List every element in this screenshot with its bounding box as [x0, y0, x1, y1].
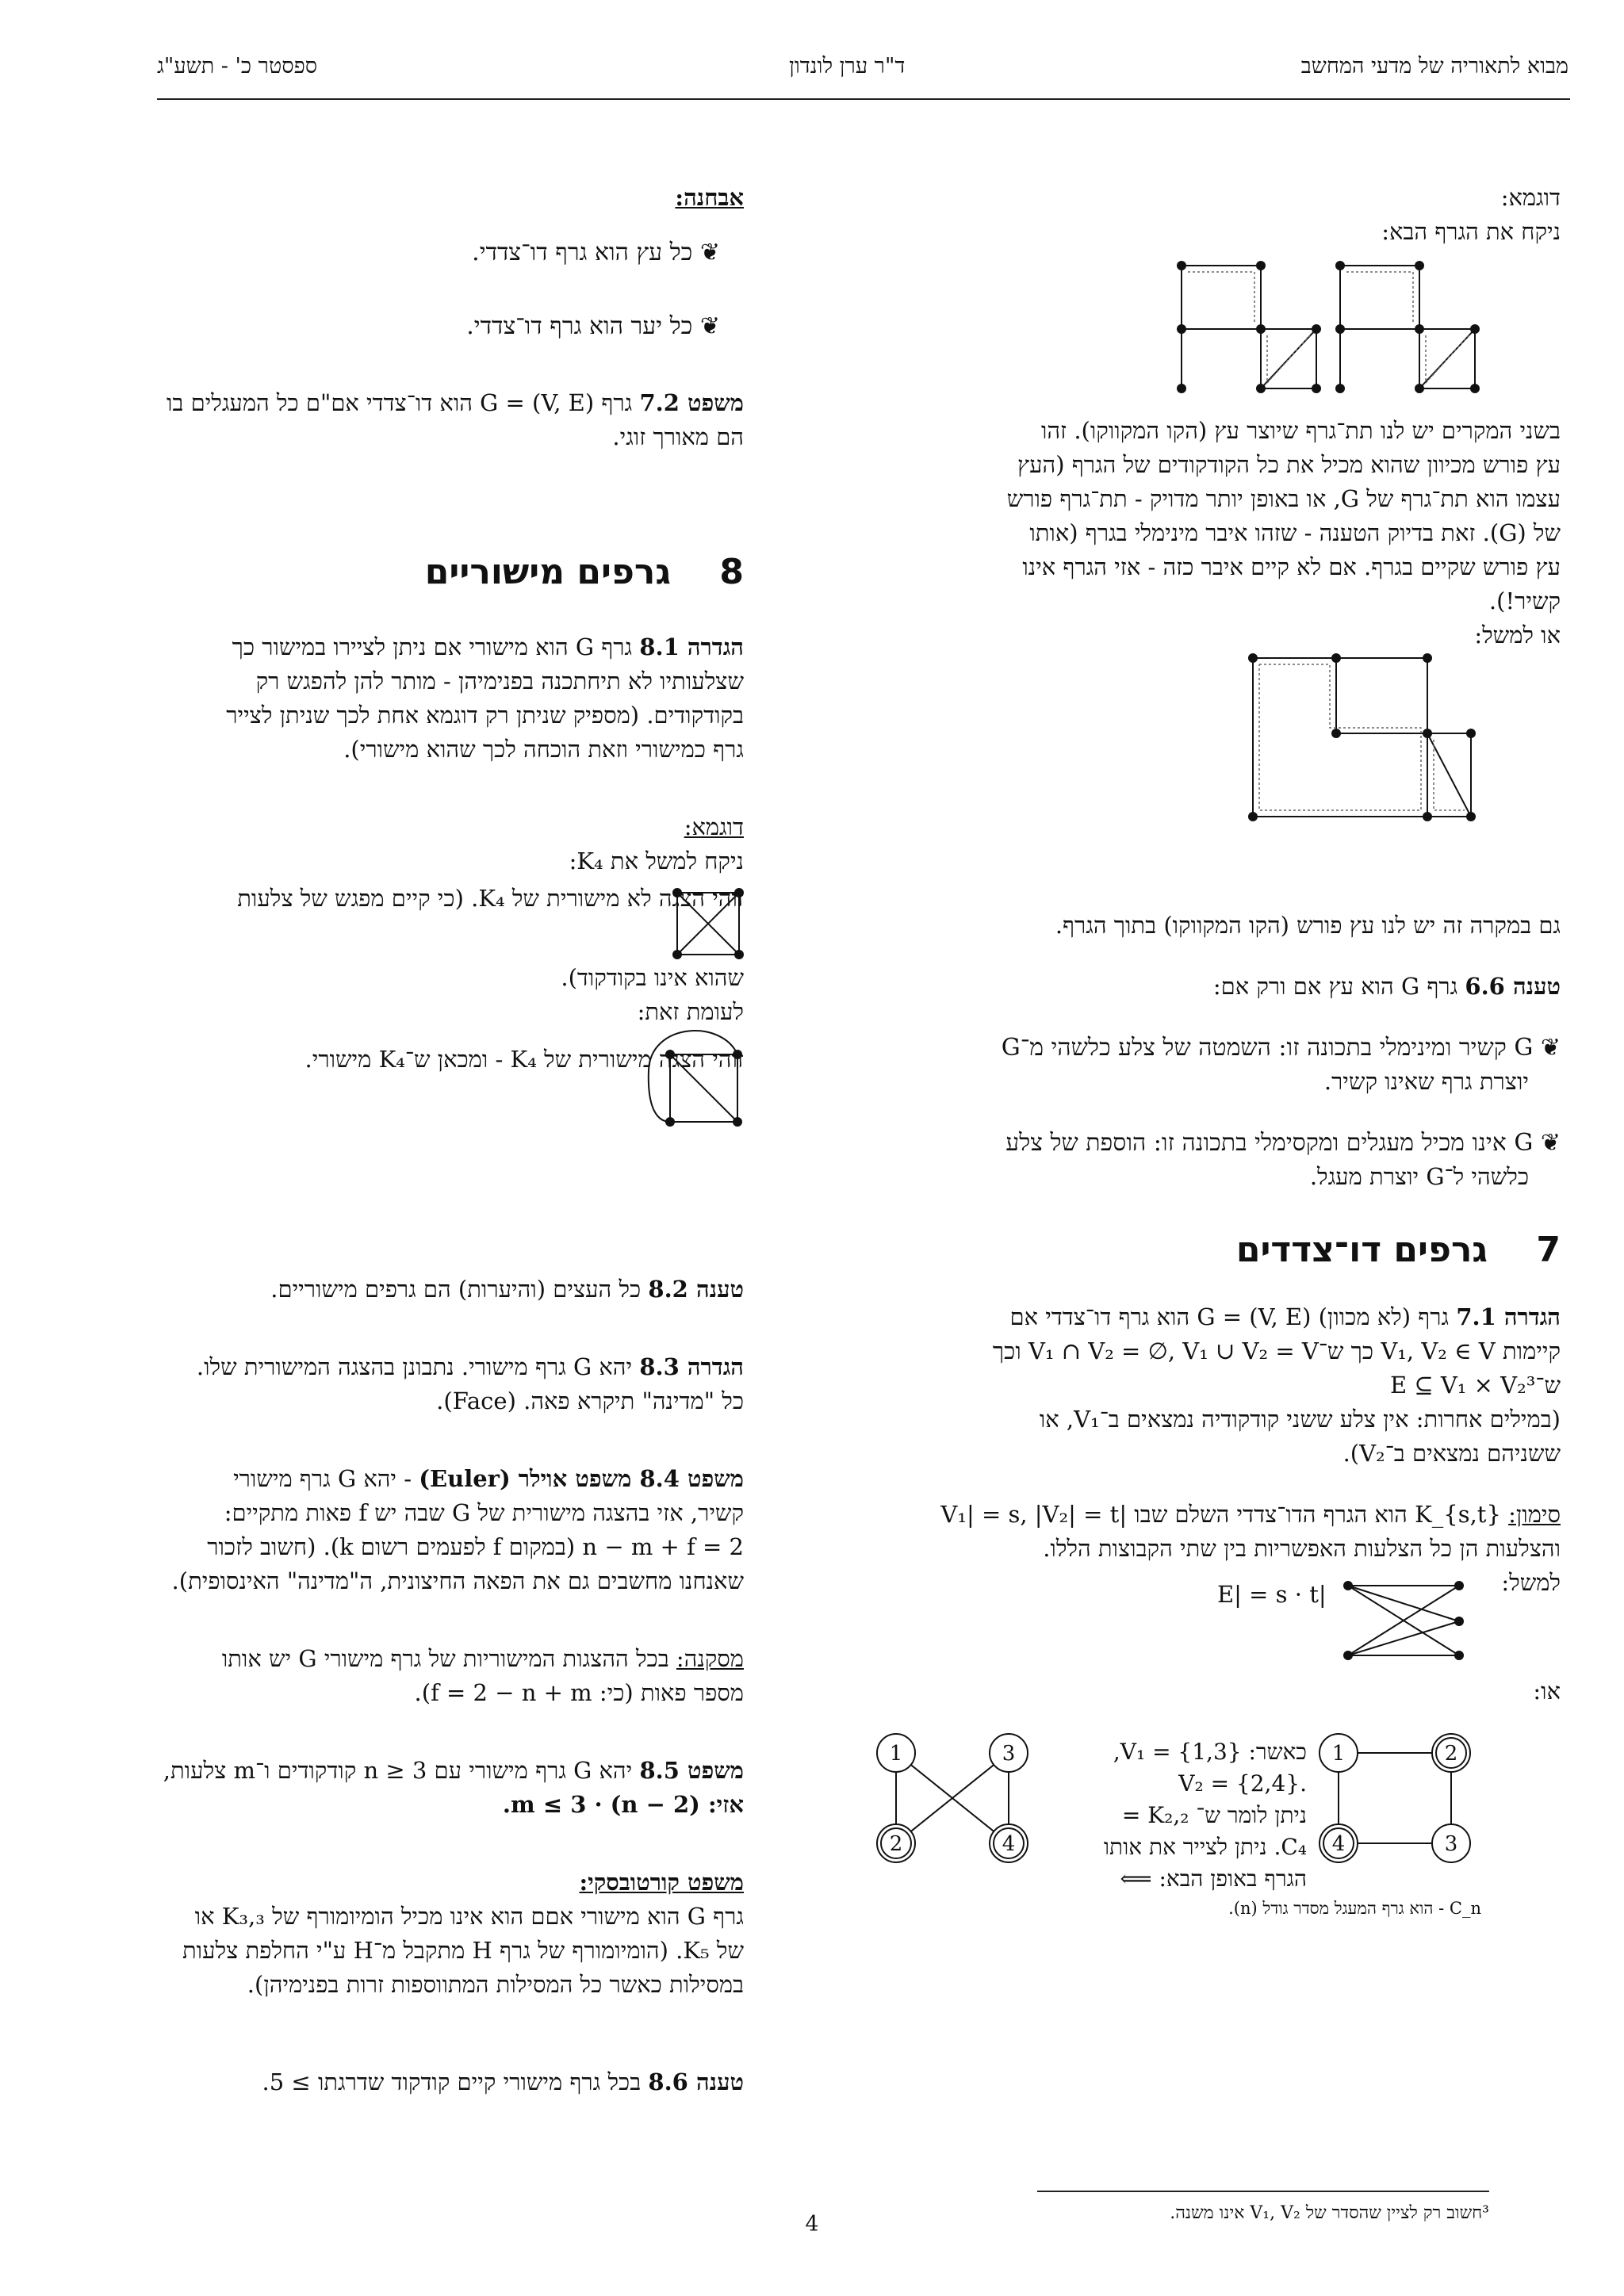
thm-text: הם מאורך זוגי. [612, 423, 744, 450]
observation-text: כל עץ הוא גרף דו־צדדי. [472, 239, 693, 266]
k22-text: הגרף באופן הבא: ⟸ [1120, 1866, 1307, 1892]
thm-text: קשיר, אזי בהצגה מישורית של G שבה יש f פאות מתקיים: [224, 1499, 744, 1526]
def-label: הגדרה 8.1 [639, 633, 744, 660]
k22-text: .V₂ = {2,4} [1178, 1770, 1307, 1797]
k22-crossed-graph [864, 1724, 1039, 1883]
bullet-text: כלשהי ל־G יוצרת מעגל. [1309, 1163, 1529, 1190]
complete-bipartite-example [1340, 1578, 1467, 1665]
def-text: גרף G הוא מישורי אם ניתן לציירו במישור כך [232, 633, 633, 660]
para-line: בשני המקרים יש לנו תת־גרף שיוצר עץ (הקו המקווקו). זהו [1040, 417, 1561, 444]
claim-text: בכל גרף מישורי קיים קודקוד שדרגתו ≥ 5. [262, 2068, 642, 2095]
claim-6-6-block [823, 909, 1561, 1194]
example-title: דוגמא: [684, 813, 744, 840]
lecturer-name: ד"ר ערן לונדון [789, 54, 906, 78]
right-column [863, 181, 1561, 249]
page-header [0, 0, 1624, 111]
node-label: 4 [1002, 1832, 1016, 1856]
node-label: 2 [889, 1832, 903, 1856]
thm-label: משפט 8.4 משפט אוילר (Euler) [419, 1465, 744, 1492]
example-title: דוגמא: [1500, 184, 1561, 211]
definition-7-1 [823, 1300, 1561, 1600]
k22-text: כאשר: V₁ = {1,3}, [1113, 1739, 1307, 1765]
def-text: ששניהם נמצאים ב־V₂). [1342, 1440, 1561, 1467]
bullet-text: יוצרת גרף שאינו קשיר. [1323, 1068, 1529, 1095]
bullet-text: G קשיר ומינימלי בתכונה זו: השמטה של צלע כלשהי מ־G [1001, 1034, 1534, 1062]
course-title: מבוא לתאוריה של מדעי המחשב [1300, 54, 1568, 78]
bullet-text: G אינו מכיל מעגלים ומקסימלי בתכונה זו: הוספת של צלע [1005, 1129, 1534, 1157]
k22-text: C₄. ניתן לצייר את אותו [1103, 1834, 1307, 1860]
k4-nonplanar-text: שהוא אינו בקודקוד). [561, 964, 744, 991]
claim-text: גרף G הוא עץ אם ורק אם: [1212, 973, 1458, 1000]
section-title: גרפים מישוריים [424, 552, 672, 592]
para-line: או למשל: [1474, 622, 1561, 649]
def-label: הגדרה 7.1 [1456, 1303, 1561, 1330]
k22-square-graph [1308, 1724, 1483, 1883]
page-number: 4 [805, 2212, 819, 2237]
also-case-text: גם במקרה זה יש לנו עץ פורש (הקו המקווקו) בתוך הגרף. [1055, 912, 1561, 939]
bullet-icon: ❦ [1533, 1129, 1561, 1157]
spanning-tree-graphs [1174, 258, 1499, 400]
node-label: 3 [1444, 1832, 1458, 1856]
para-line: של (G). זאת בדיוק הטענה - שזהו איבר מינימלי בגרף (אותו [1029, 519, 1561, 546]
bullet-icon: ❦ [692, 312, 720, 340]
left-column [78, 181, 744, 454]
thm-text: אזי: m ≤ 3 · (n − 2). [502, 1791, 744, 1818]
footnote-rule [1037, 2191, 1489, 2192]
k4-nonplanar-text: זוהי הצגה לא מישורית של K₄. (כי קיים מפגש של צלעות [237, 885, 744, 912]
corollary-text: מספר פאות (כי: f = 2 − n + m). [414, 1679, 744, 1706]
node-label: 4 [1331, 1832, 1346, 1856]
thm-text: שאנחנו מחשבים גם את הפאה החיצונית, ה"מדינה" האינסופית). [171, 1567, 744, 1594]
kuratowski-text: של K₅. (הומיומורף של גרף H מתקבל מ־H ע"י החלפת צלעות [182, 1937, 744, 1964]
claim-label: טענה 6.6 [1465, 973, 1561, 1000]
para-line: עץ פורש מכיוון שהוא מכיל את כל הקודקודים של הגרף (העץ [1017, 451, 1561, 478]
notation-text: והצלעות הן כל הצלעות האפשריות בין שתי הקבוצות הללו. [1043, 1535, 1561, 1562]
observation-text: כל יער הוא גרף דו־צדדי. [466, 312, 693, 340]
def-text: כל "מדינה" תיקרא פאה. (Face). [436, 1387, 744, 1414]
node-label: 2 [1444, 1742, 1458, 1766]
thm-text: יהא G גרף מישורי עם n ≥ 3 קודקודים ו־m צלעות, [163, 1757, 633, 1784]
def-text: בקודקודים. (מספיק שניתן רק דוגמא אחת לכך שניתן לצייר [226, 702, 744, 729]
para-line: קשיר!). [1488, 587, 1561, 614]
thm-label: משפט 8.5 [639, 1757, 744, 1784]
example-intro: ניקח למשל את K₄: [569, 848, 744, 874]
k22-explanation [1069, 1736, 1307, 1895]
thm-text: - יהא G גרף מישורי [233, 1465, 412, 1492]
def-text: (במילים אחרות: אין צלע ששני קודקודיה נמצאים ב־V₁, או [1039, 1406, 1561, 1433]
thm-text: n − m + f = 2 (במקום f לפעמים רשום k). (חשוב לזכור [207, 1533, 744, 1560]
def-text: גרף (לא מכוון) G = (V, E) הוא גרף דו־צדדי אם [1009, 1303, 1450, 1330]
claim-label: טענה 8.2 [648, 1276, 744, 1303]
def-text: יהא G גרף מישורי. נתבונן בהצגה המישורית שלו. [196, 1353, 633, 1380]
left-theorems [78, 1272, 744, 2099]
section-title: גרפים דו־צדדים [1235, 1230, 1488, 1270]
para-line: עץ פורש שקיים בגרף. אם לא קיים איבר כזה - אזי הגרף אינו [1022, 553, 1561, 580]
section-7 [823, 1230, 1561, 1270]
kuratowski-text: גרף G הוא מישורי אםם הוא אינו מכיל הומיומורף של K₃,₃ או [194, 1903, 744, 1930]
def-text: שצלעותיו לא תיחתכנה בפנימיהן - מותר להן להפגש רק [255, 668, 744, 695]
edge-count-formula: |E| = s · t [1217, 1581, 1327, 1608]
for-example-text: למשל: [1501, 1569, 1561, 1596]
thm-label: משפט 7.2 [639, 389, 744, 416]
header-rule [157, 98, 1570, 100]
spanning-tree-paragraph [823, 414, 1561, 652]
bullet-icon: ❦ [692, 239, 720, 266]
semester-label: ספסטר כ' - תשע"ג [157, 54, 318, 78]
or-text: או: [1533, 1678, 1561, 1705]
definition-8-1 [78, 630, 744, 878]
def-text: ש־E ⊆ V₁ × V₂³ [1389, 1372, 1561, 1399]
observation-title: אבחנה: [675, 184, 744, 211]
notation-label: סימון: [1508, 1501, 1561, 1528]
claim-text: כל העצים (והיערות) הם גרפים מישוריים. [270, 1276, 642, 1303]
node-label: 1 [889, 1742, 903, 1766]
section-number: 8 [719, 552, 744, 592]
cycle-graph-note: C_n - הוא גרף המעגל מסדר גודל (n). [1228, 1899, 1481, 1918]
kuratowski-title: משפט קורטובסקי: [579, 1869, 744, 1896]
bullet-icon: ❦ [1533, 1034, 1561, 1062]
k4-planar-text: זוהי הצגה מישורית של K₄ - ומכאן ש־K₄ מישורי. [304, 1046, 744, 1073]
claim-label: טענה 8.6 [648, 2068, 744, 2095]
corollary-label: מסקנה: [676, 1645, 744, 1672]
thm-text: גרף G = (V, E) הוא דו־צדדי אם"ם כל המעגלים בו [166, 389, 633, 416]
notation-text: K_{s,t} הוא הגרף הדו־צדדי השלם שבו |V₁| = s, |V₂| = t [940, 1501, 1501, 1528]
def-text: קיימות V₁, V₂ ∈ V כך ש־V₁ ∩ V₂ = ∅, V₁ ∪ V₂ = V וכך [992, 1337, 1561, 1364]
k22-text: ניתן לומר ש־ K₂,₂ = [1121, 1802, 1307, 1828]
example-intro: ניקח את הגרף הבא: [1381, 218, 1561, 245]
corollary-text: בכל ההצגות המישוריות של גרף מישורי G יש אותו [221, 1645, 669, 1672]
k4-contrast-text: לעומת זאת: [637, 998, 744, 1025]
def-label: הגדרה 8.3 [639, 1353, 744, 1380]
spanning-tree-graph-2 [1245, 650, 1483, 825]
section-8 [78, 552, 744, 592]
node-label: 3 [1002, 1742, 1016, 1766]
para-line: עצמו הוא תת־גרף של G, או באופן יותר מדויק - תת־גרף פורש [1006, 485, 1561, 512]
def-text: גרף כמישורי וזאת הוכחה לכך שהוא מישורי). [343, 736, 744, 763]
footnote: ³חשוב רק לציין שהסדר של V₁, V₂ אינו משנה. [1170, 2203, 1489, 2223]
k4-planar-graph [642, 1023, 753, 1134]
kuratowski-text: במסילות כאשר כל המסילות המתווספות זרות בפנימיהן). [247, 1971, 744, 1998]
node-label: 1 [1331, 1742, 1346, 1766]
section-number: 7 [1536, 1230, 1561, 1270]
